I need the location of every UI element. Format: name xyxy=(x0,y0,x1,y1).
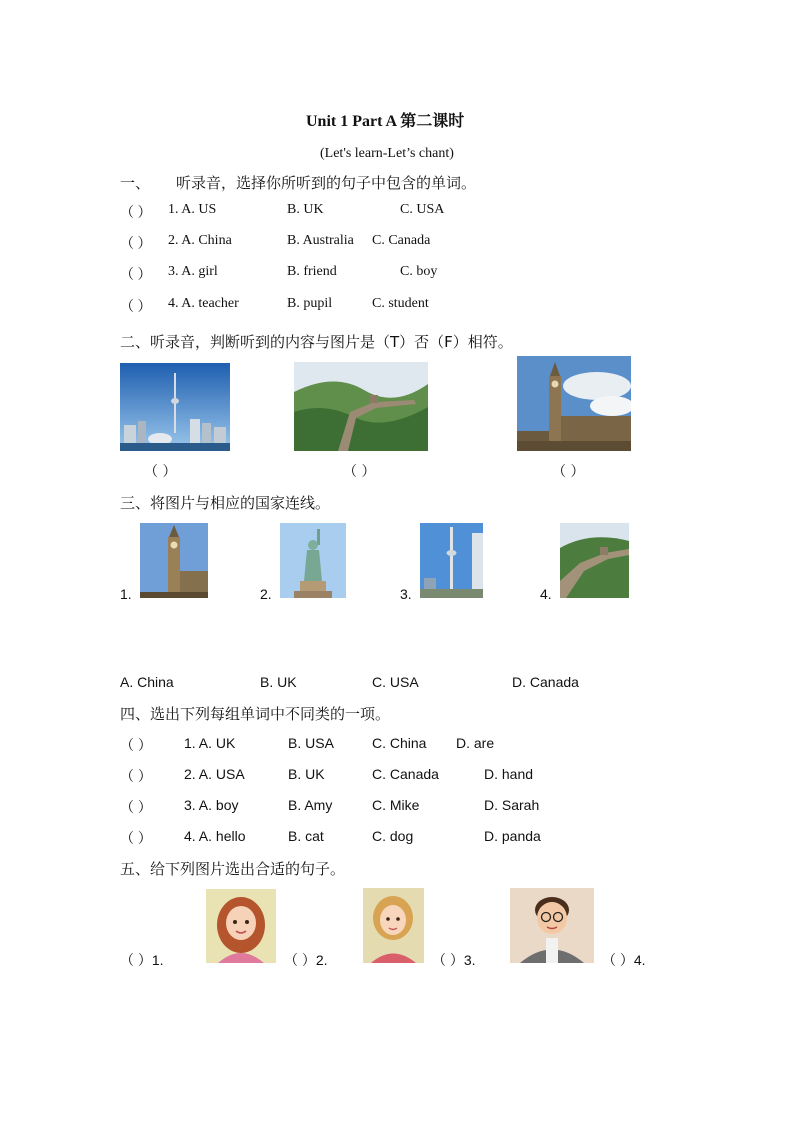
toronto-cn-tower-photo xyxy=(120,363,230,451)
page-title: Unit 1 Part A 第二课时 xyxy=(306,113,465,130)
s4-q4-d: D. panda xyxy=(484,828,541,844)
s4-q4-b: B. cat xyxy=(288,828,324,844)
s4-q2-a: 2. A. USA xyxy=(184,766,245,782)
s1-q2-c: C. Canada xyxy=(372,233,431,248)
girl-blonde-hair-cartoon xyxy=(363,888,424,963)
section-4-heading: 四、选出下列每组单词中不同类的一项。 xyxy=(120,705,391,723)
s4-q1-b: B. USA xyxy=(288,735,334,751)
great-wall-photo xyxy=(294,362,428,451)
s1-q1-c: C. USA xyxy=(400,202,445,217)
s1-q4-b: B. pupil xyxy=(287,296,333,311)
s1-q4-c: C. student xyxy=(372,296,429,311)
s3-num-3: 3. xyxy=(400,586,412,602)
s4-q3-c: C. Mike xyxy=(372,797,420,813)
s4-q2-b: B. UK xyxy=(288,766,325,782)
s4-q1-a: 1. A. UK xyxy=(184,735,236,751)
s3-country-b[interactable]: B. UK xyxy=(260,674,297,690)
s5-label-1[interactable]: （ ）1. xyxy=(120,952,164,968)
statue-of-liberty-thumbnail xyxy=(280,523,346,598)
s2-paren-3[interactable]: （ ） xyxy=(552,464,585,480)
s5-label-3[interactable]: （ ）3. xyxy=(432,952,476,968)
section-2-heading: 二、听录音，判断听到的内容与图片是（T）否（F）相符。 xyxy=(120,333,513,351)
s2-paren-1[interactable]: （ ） xyxy=(144,464,177,480)
girl-red-hair-cartoon xyxy=(206,889,276,963)
boy-glasses-cartoon xyxy=(510,888,594,963)
s1-q3-a: 3. A. girl xyxy=(168,264,218,279)
s1-paren-2[interactable]: （ ） xyxy=(120,237,152,252)
s1-q3-b: B. friend xyxy=(287,264,337,279)
s4-paren-2[interactable]: （ ） xyxy=(120,768,152,784)
section-3-heading: 三、将图片与相应的国家连线。 xyxy=(120,494,331,512)
s4-paren-1[interactable]: （ ） xyxy=(120,737,152,753)
big-ben-photo xyxy=(517,356,631,451)
s2-paren-2[interactable]: （ ） xyxy=(343,464,376,480)
s1-q4-a: 4. A. teacher xyxy=(168,296,239,311)
s4-q4-a: 4. A. hello xyxy=(184,828,246,844)
cn-tower-thumbnail xyxy=(420,523,483,598)
s4-paren-4[interactable]: （ ） xyxy=(120,830,152,846)
s1-q2-b: B. Australia xyxy=(287,233,354,248)
page-subtitle: (Let's learn-Let’s chant) xyxy=(320,146,454,161)
big-ben-thumbnail xyxy=(140,523,208,598)
s4-q4-c: C. dog xyxy=(372,828,414,844)
s4-q1-c: C. China xyxy=(372,735,427,751)
s4-paren-3[interactable]: （ ） xyxy=(120,799,152,815)
s1-paren-4[interactable]: （ ） xyxy=(120,300,152,315)
great-wall-thumbnail xyxy=(560,523,629,598)
s3-num-1: 1. xyxy=(120,586,132,602)
s5-label-2[interactable]: （ ）2. xyxy=(284,952,328,968)
section-5-heading: 五、给下列图片选出合适的句子。 xyxy=(120,860,346,878)
s4-q2-d: D. hand xyxy=(484,766,534,782)
s1-paren-1[interactable]: （ ） xyxy=(120,206,152,221)
s4-q1-d: D. are xyxy=(456,735,495,751)
s4-q2-c: C. Canada xyxy=(372,766,439,782)
s1-q2-a: 2. A. China xyxy=(168,233,232,248)
s3-country-a[interactable]: A. China xyxy=(120,674,174,690)
s4-q3-d: D. Sarah xyxy=(484,797,540,813)
s3-country-d[interactable]: D. Canada xyxy=(512,674,579,690)
s1-q1-a: 1. A. US xyxy=(168,202,217,217)
s5-label-4[interactable]: （ ）4. xyxy=(602,952,646,968)
section-1-heading: 听录音，选择你所听到的句子中包含的单词。 xyxy=(176,174,477,192)
section-1-number: 一、 xyxy=(120,174,151,192)
s1-q1-b: B. UK xyxy=(287,202,324,217)
s1-q3-c: C. boy xyxy=(400,264,438,279)
s3-num-2: 2. xyxy=(260,586,272,602)
s4-q3-a: 3. A. boy xyxy=(184,797,239,813)
s3-country-c[interactable]: C. USA xyxy=(372,674,419,690)
s4-q3-b: B. Amy xyxy=(288,797,333,813)
s3-num-4: 4. xyxy=(540,586,552,602)
s1-paren-3[interactable]: （ ） xyxy=(120,268,152,283)
